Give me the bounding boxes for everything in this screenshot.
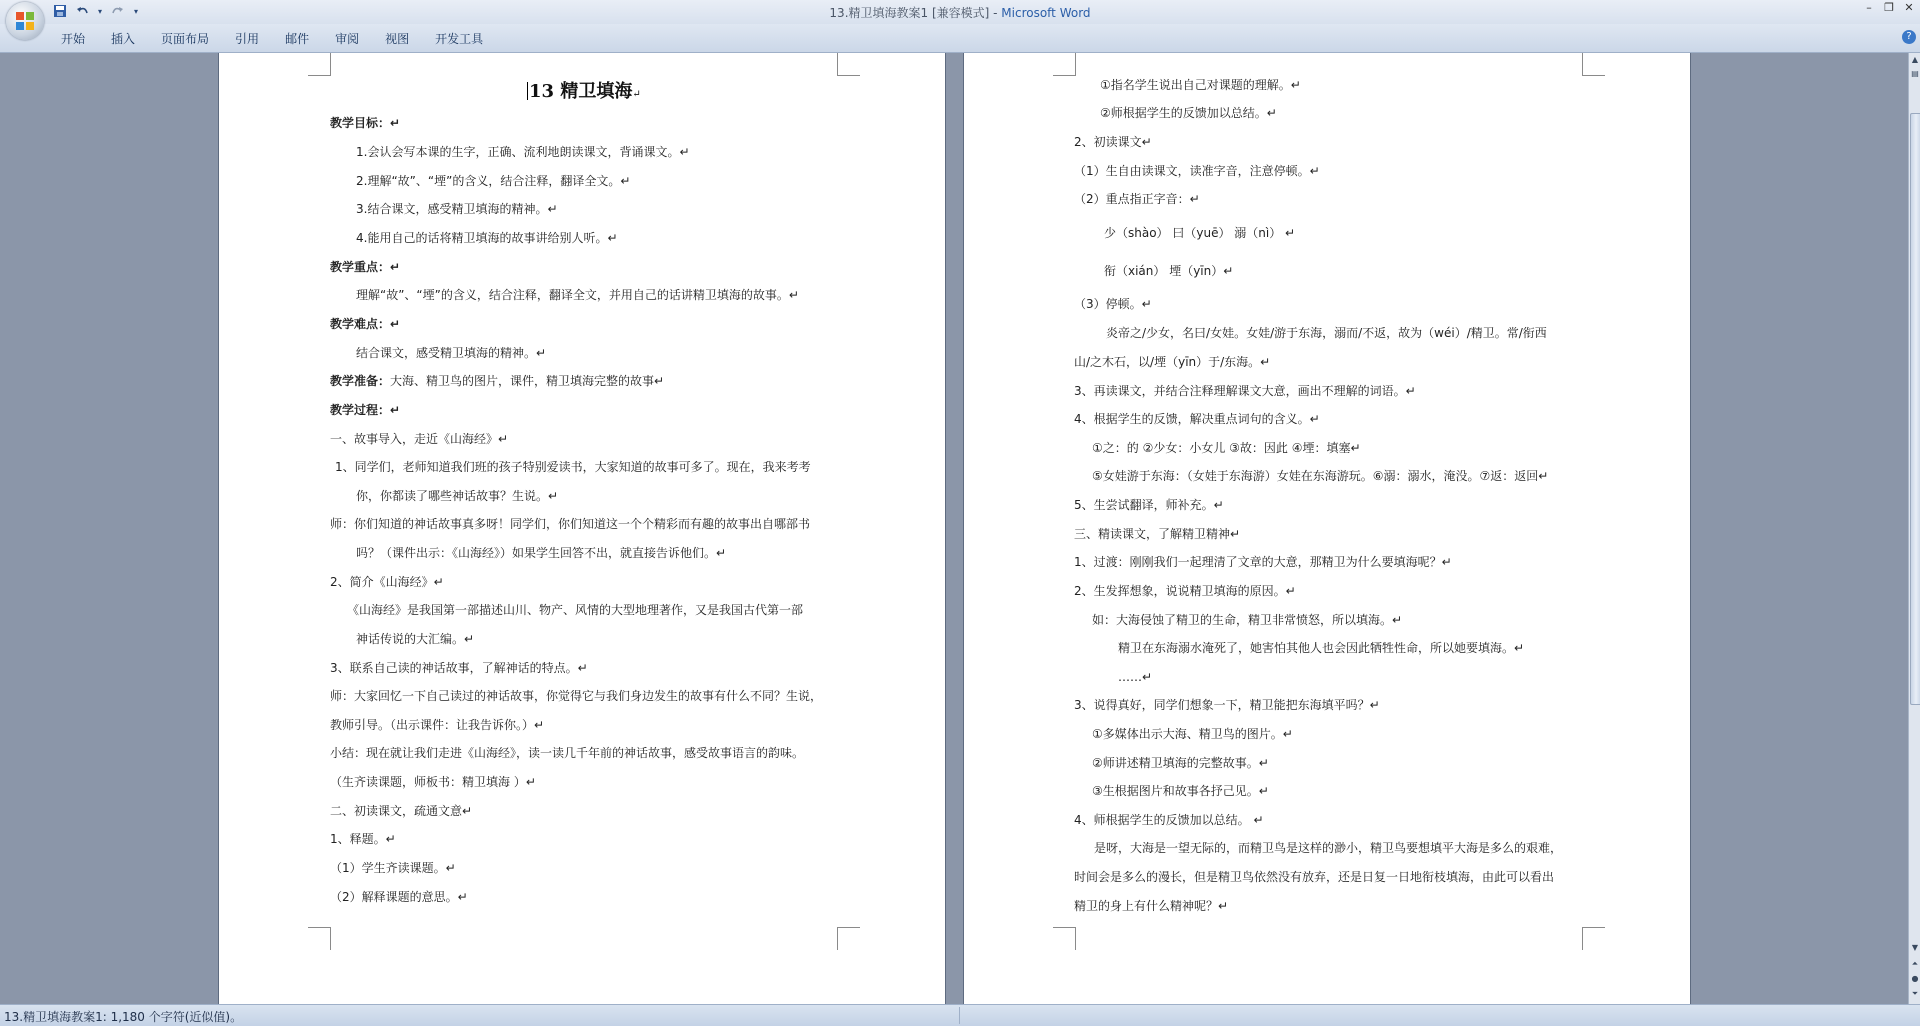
paragraph: （2）解释课题的意思。↵ [330, 890, 468, 904]
paragraph: （2）重点指正字音：↵ [1074, 192, 1200, 206]
crop-mark [1582, 53, 1605, 76]
paragraph: 二、初读课文，疏通文意↵ [330, 804, 473, 818]
status-bar [0, 1004, 1920, 1026]
office-logo-icon [16, 12, 34, 30]
status-divider [959, 1007, 960, 1024]
paragraph: 结合课文，感受精卫填海的精神。↵ [356, 346, 547, 360]
paragraph: 山/之木石，以/堙（yīn）于/东海。↵ [1074, 355, 1271, 369]
paragraph: ①多媒体出示大海、精卫鸟的图片。↵ [1092, 727, 1293, 741]
heading-text: 13 精卫填海 [529, 81, 633, 102]
tab-insert[interactable]: 插入 [111, 32, 136, 46]
paragraph: 衔（xián） 堙（yīn）↵ [1104, 264, 1234, 278]
scroll-down-icon[interactable]: ▼ [1911, 943, 1919, 952]
browse-object-icon[interactable]: ● [1911, 974, 1919, 983]
document-page-1[interactable] [218, 53, 946, 1004]
scroll-up-icon[interactable]: ▲ [1911, 55, 1919, 64]
crop-mark [1053, 927, 1076, 950]
paragraph [330, 373, 664, 389]
paragraph: 神话传说的大汇编。↵ [356, 632, 475, 646]
paragraph: 1、同学们，老师知道我们班的孩子特别爱读书，大家知道的故事可多了。现在，我来考考 [335, 460, 811, 474]
section-heading: 教学重点：↵ [330, 260, 401, 274]
customize-dropdown-icon[interactable]: ▾ [133, 7, 138, 16]
paragraph: ②师根据学生的反馈加以总结。↵ [1100, 106, 1277, 120]
paragraph: 5、生尝试翻译，师补充。↵ [1074, 498, 1224, 512]
window-controls [1862, 2, 1916, 14]
paragraph: 精卫在东海溺水淹死了，她害怕其他人也会因此牺牲性命，所以她要填海。↵ [1118, 641, 1525, 655]
paragraph: ①之：的 ②少女：小女儿 ③故：因此 ④堙：填塞↵ [1092, 441, 1361, 455]
paragraph: 3、说得真好，同学们想象一下，精卫能把东海填平吗？↵ [1074, 698, 1380, 712]
text-cursor [527, 82, 528, 100]
paragraph: （1）生自由读课文，读准字音，注意停顿。↵ [1074, 164, 1320, 178]
document-title: 13.精卫填海教案1 [兼容模式] - [829, 6, 1002, 20]
paragraph: ①指名学生说出自己对课题的理解。↵ [1100, 78, 1301, 92]
document-heading: 13 精卫填海↵ [529, 81, 641, 102]
paragraph: ③生根据图片和故事各抒己见。↵ [1092, 784, 1269, 798]
close-icon[interactable]: ✕ [1904, 1, 1914, 14]
paragraph: 1、过渡：刚刚我们一起理清了文章的大意，那精卫为什么要填海呢？↵ [1074, 555, 1452, 569]
paragraph: 1、释题。↵ [330, 832, 396, 846]
section-heading: 教学目标：↵ [330, 116, 401, 130]
paragraph: 3.结合课文，感受精卫填海的精神。↵ [356, 202, 558, 216]
paragraph: ……↵ [1118, 670, 1153, 684]
prep-text: 大海、精卫鸟的图片，课件，精卫填海完整的故事↵ [390, 374, 665, 388]
crop-mark [1053, 53, 1076, 76]
section-heading: 教学难点：↵ [330, 317, 401, 331]
paragraph: 师：大家回忆一下自己读过的神话故事，你觉得它与我们身边发生的故事有什么不同？生说， [330, 689, 823, 703]
previous-page-icon[interactable]: ⏶ [1911, 959, 1919, 968]
paragraph: 2、初读课文↵ [1074, 135, 1152, 149]
paragraph: 2、生发挥想象，说说精卫填海的原因。↵ [1074, 584, 1296, 598]
paragraph: 一、故事导入，走近《山海经》↵ [330, 432, 509, 446]
ruler-toggle-icon[interactable]: ▤ [1911, 69, 1919, 78]
prep-label: 教学准备： [330, 374, 391, 388]
paragraph: ②师讲述精卫填海的完整故事。↵ [1092, 756, 1269, 770]
paragraph: 2、简介《山海经》↵ [330, 575, 444, 589]
document-workspace[interactable] [0, 53, 1908, 1004]
next-page-icon[interactable]: ⏷ [1911, 989, 1919, 998]
paragraph: 2.理解“故”、“堙”的含义，结合注释，翻译全文。↵ [356, 174, 631, 188]
paragraph: 《山海经》是我国第一部描述山川、物产、风情的大型地理著作，又是我国古代第一部 [347, 603, 804, 617]
paragraph: 1.会认会写本课的生字，正确、流利地朗读课文，背诵课文。↵ [356, 145, 690, 159]
paragraph: 4.能用自己的话将精卫填海的故事讲给别人听。↵ [356, 231, 618, 245]
ribbon-tabs [48, 30, 496, 48]
paragraph: 理解“故”、“堙”的含义，结合注释，翻译全文，并用自己的话讲精卫填海的故事。↵ [356, 288, 799, 302]
paragraph: 3、再读课文，并结合注释理解课文大意，画出不理解的词语。↵ [1074, 384, 1416, 398]
crop-mark [837, 927, 860, 950]
paragraph: 如：大海侵蚀了精卫的生命，精卫非常愤怒，所以填海。↵ [1092, 613, 1403, 627]
minimize-icon[interactable]: – [1866, 1, 1872, 14]
paragraph: 是呀，大海是一望无际的，而精卫鸟是这样的渺小，精卫鸟要想填平大海是多么的艰难， [1094, 841, 1563, 855]
help-icon[interactable]: ? [1902, 30, 1916, 44]
app-name: Microsoft Word [1001, 6, 1091, 20]
restore-icon[interactable]: ❐ [1884, 1, 1894, 14]
paragraph: 精卫的身上有什么精神呢？↵ [1074, 899, 1229, 913]
title-bar [0, 0, 1920, 24]
crop-mark [837, 53, 860, 76]
paragraph: （生齐读课题，师板书：精卫填海 ）↵ [330, 775, 536, 789]
paragraph: 小结：现在就让我们走进《山海经》，读一读几千年前的神话故事，感受故事语言的韵味。 [330, 746, 805, 760]
vertical-scrollbar[interactable] [1908, 53, 1920, 1004]
paragraph: 师：你们知道的神话故事真多呀！同学们，你们知道这一个个精彩而有趣的故事出自哪部书 [330, 517, 811, 531]
crop-mark [308, 927, 331, 950]
office-button[interactable] [6, 2, 44, 40]
paragraph: 时间会是多么的漫长，但是精卫鸟依然没有放弃，还是日复一日地衔枝填海，由此可以看出 [1074, 870, 1555, 884]
paragraph: 吗？（课件出示：《山海经》）如果学生回答不出，就直接告诉他们。↵ [356, 546, 727, 560]
chevron-down-icon[interactable]: ▾ [97, 7, 102, 16]
paragraph: 3、联系自己读的神话故事，了解神话的特点。↵ [330, 661, 588, 675]
paragraph: （3）停顿。↵ [1074, 297, 1152, 311]
scrollbar-thumb[interactable] [1910, 113, 1920, 705]
paragraph: ⑤女娃游于东海：（女娃于东海游）女娃在东海游玩。⑥溺：溺水，淹没。⑦返：返回↵ [1092, 469, 1549, 483]
paragraph: 三、精读课文，了解精卫精神↵ [1074, 527, 1241, 541]
paragraph: 4、师根据学生的反馈加以总结。 ↵ [1074, 813, 1264, 827]
tab-view[interactable]: 视图 [385, 32, 410, 46]
tab-page-layout[interactable]: 页面布局 [161, 32, 210, 46]
crop-mark [308, 53, 331, 76]
paragraph: 少（shào） 曰（yuē） 溺（nì） ↵ [1104, 226, 1296, 240]
document-page-2[interactable] [963, 53, 1691, 1004]
status-word-count[interactable]: 13.精卫填海教案1: 1,180 个字符(近似值)。 [4, 1010, 243, 1024]
crop-mark [1582, 927, 1605, 950]
tab-home[interactable]: 开始 [61, 32, 86, 46]
tab-developer[interactable]: 开发工具 [435, 32, 484, 46]
tab-review[interactable]: 审阅 [335, 32, 360, 46]
tab-references[interactable]: 引用 [235, 32, 260, 46]
paragraph: 4、根据学生的反馈，解决重点词句的含义。↵ [1074, 412, 1320, 426]
paragraph: 炎帝之/少女，名曰/女娃。女娃/游于东海，溺而/不返，故为（wéi）/精卫。常/衔西 [1106, 326, 1547, 340]
paragraph: 你，你都读了哪些神话故事？生说。↵ [356, 489, 559, 503]
section-heading: 教学过程：↵ [330, 403, 401, 417]
paragraph: （1）学生齐读课题。↵ [330, 861, 456, 875]
ribbon [0, 24, 1920, 53]
window-title [0, 1, 1920, 21]
paragraph: 教师引导。（出示课件：让我告诉你。）↵ [330, 718, 545, 732]
tab-mailings[interactable]: 邮件 [285, 32, 310, 46]
